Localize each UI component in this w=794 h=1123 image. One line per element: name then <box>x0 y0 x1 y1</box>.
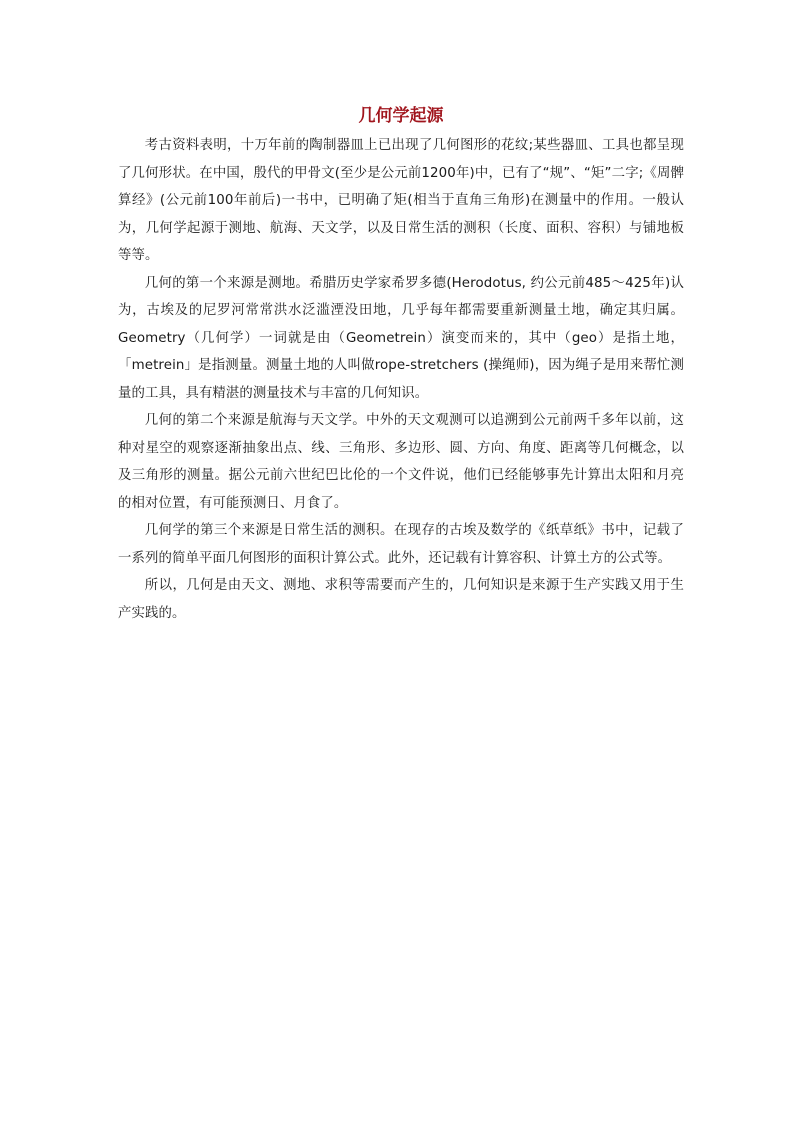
document-body <box>118 102 684 627</box>
document-title: 几何学起源 <box>358 106 444 126</box>
paragraph: 所以，几何是由天文、测地、求积等需要而产生的，几何知识是来源于生产实践又用于生产实践的。 <box>118 578 684 621</box>
paragraph: 考古资料表明，十万年前的陶制器皿上已出现了几何图形的花纹;某些器皿、工具也都呈现了几何形状。在中国，殷代的甲骨文(至少是公元前1200年)中，已有了“规”、“矩”二字;《周髀算经》(公元前100年前后)一书中，已明确了矩(相当于直角三角形)在测量中的作用。一般认为，几何学起源于测地、航海、天文学，以及日常生活的测积（长度、面积、容积）与铺地板等等。 <box>118 138 684 263</box>
paragraph: 几何的第二个来源是航海与天文学。中外的天文观测可以追溯到公元前两千多年以前，这种对星空的观察逐渐抽象出点、线、三角形、多边形、圆、方向、角度、距离等几何概念，以及三角形的测量。据公元前六世纪巴比伦的一个文件说，他们已经能够事先计算出太阳和月亮的相对位置，有可能预测日、月食了。 <box>118 413 684 511</box>
paragraph: 几何学的第三个来源是日常生活的测积。在现存的古埃及数学的《纸草纸》书中，记载了一系列的简单平面几何图形的面积计算公式。此外，还记载有计算容积、计算土方的公式等。 <box>118 523 684 566</box>
paragraph: 几何的第一个来源是测地。希腊历史学家希罗多德(Herodotus, 约公元前485～425年)认为，古埃及的尼罗河常常洪水泛滥湮没田地，几乎每年都需要重新测量土地，确定其归属。Geometry（几何学）一词就是由（Geometrein）演变而来的，其中（geo）是指土地，「metrein」是指测量。测量土地的人叫做rope-stretchers (操绳师)，因为绳子是用来帮忙测量的工具，具有精湛的测量技术与丰富的几何知识。 <box>118 275 684 401</box>
